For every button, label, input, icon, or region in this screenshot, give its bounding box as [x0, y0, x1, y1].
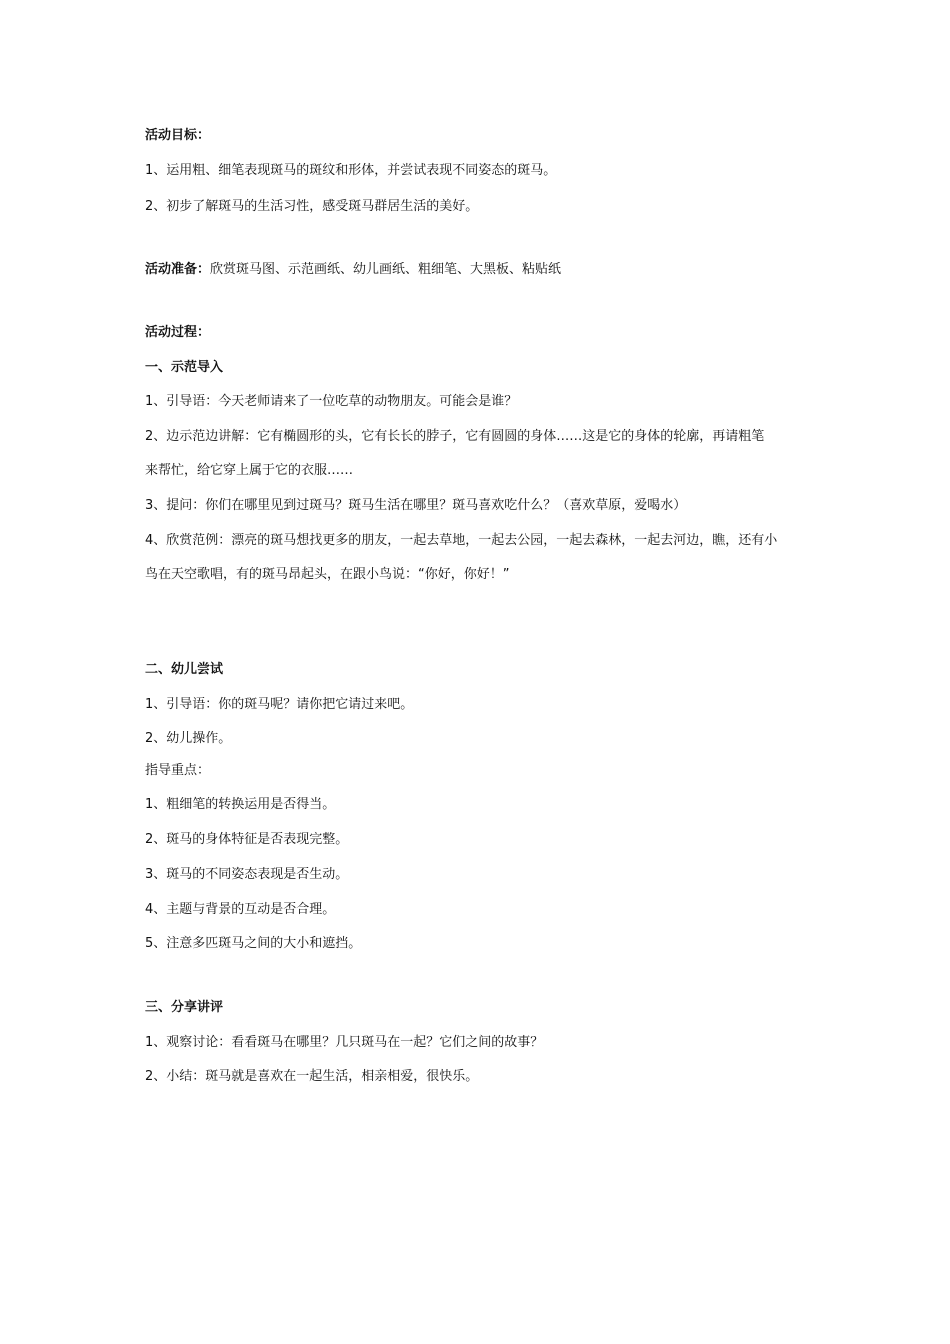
preparation-line	[145, 262, 561, 278]
section3-item-1: 1、观察讨论：看看斑马在哪里？几只斑马在一起？它们之间的故事？	[145, 1035, 544, 1050]
section1-item-2: 2、边示范边讲解：它有椭圆形的头，它有长长的脖子，它有圆圆的身体……这是它的身体的轮廓，再请粗笔	[145, 429, 765, 444]
preparation-label: 活动准备：	[145, 262, 211, 277]
objective-item-2: 2、初步了解斑马的生活习性，感受斑马群居生活的美好。	[145, 199, 479, 214]
section3-item-2: 2、小结：斑马就是喜欢在一起生活，相亲相爱，很快乐。	[145, 1069, 479, 1084]
objective-item-1: 1、运用粗、细笔表现斑马的斑纹和形体，并尝试表现不同姿态的斑马。	[145, 163, 557, 178]
section1-item-3: 3、提问：你们在哪里见到过斑马？斑马生活在哪里？斑马喜欢吃什么？（喜欢草原，爱喝水）	[145, 498, 687, 513]
section1-heading: 一、示范导入	[145, 360, 224, 375]
guide-item-1: 1、粗细笔的转换运用是否得当。	[145, 797, 336, 812]
guide-heading: 指导重点：	[145, 763, 211, 778]
process-heading: 活动过程：	[145, 325, 211, 340]
section2-item-2: 2、幼儿操作。	[145, 731, 232, 746]
section2-item-1: 1、引导语：你的斑马呢？请你把它请过来吧。	[145, 697, 414, 712]
guide-item-5: 5、注意多匹斑马之间的大小和遮挡。	[145, 936, 362, 951]
preparation-text: 欣赏斑马图、示范画纸、幼儿画纸、粗细笔、大黑板、粘贴纸	[210, 262, 562, 277]
objectives-heading: 活动目标：	[145, 128, 211, 143]
guide-item-4: 4、主题与背景的互动是否合理。	[145, 902, 336, 917]
section1-item-1: 1、引导语：今天老师请来了一位吃草的动物朋友。可能会是谁？	[145, 394, 518, 409]
section1-item-4-cont: 鸟在天空歌唱，有的斑马昂起头，在跟小鸟说：“你好，你好！”	[145, 567, 510, 582]
guide-item-3: 3、斑马的不同姿态表现是否生动。	[145, 867, 349, 882]
guide-item-2: 2、斑马的身体特征是否表现完整。	[145, 832, 349, 847]
section1-item-2-cont: 来帮忙，给它穿上属于它的衣服……	[145, 463, 354, 478]
section2-heading: 二、幼儿尝试	[145, 662, 224, 677]
section1-item-4: 4、欣赏范例：漂亮的斑马想找更多的朋友，一起去草地，一起去公园，一起去森林，一起去河边，瞧，还有小	[145, 533, 778, 548]
section3-heading: 三、分享讲评	[145, 1000, 224, 1015]
